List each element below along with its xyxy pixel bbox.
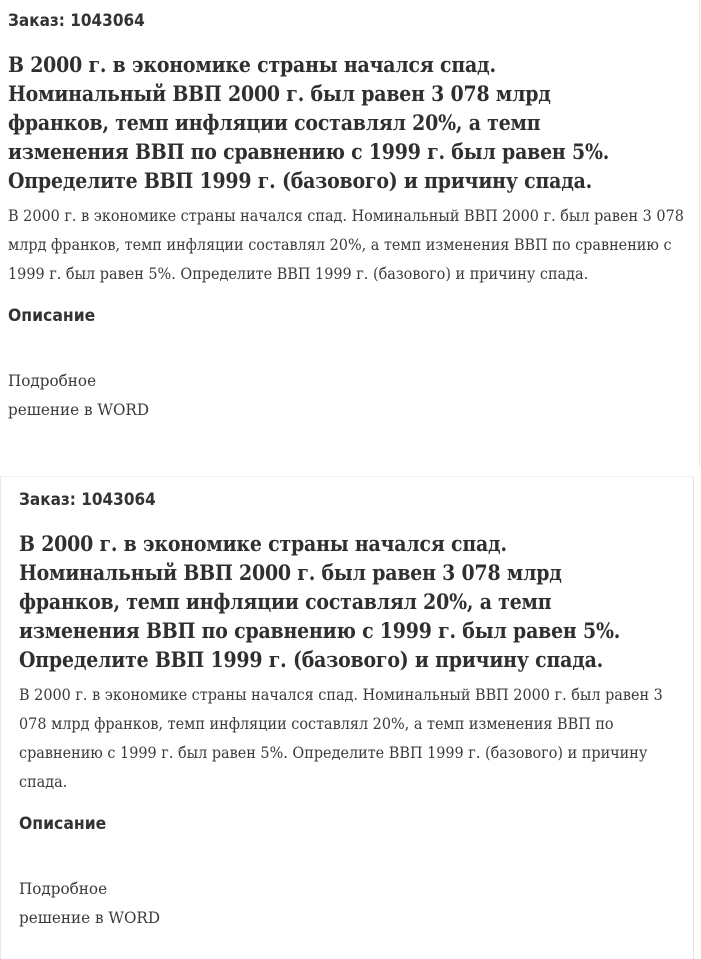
description-heading: Описание <box>8 306 96 326</box>
description-line-2: решение в WORD <box>8 400 150 419</box>
question-title: В 2000 г. в экономике страны начался спад. Номинальный ВВП 2000 г. был равен 3 078 млрд франков, темп инфляции составлял 20%, а темп изменения ВВП по сравнению с 1999 г. был равен 5%. Определите ВВП 1999 г. (базового) и причину спада. <box>19 531 621 672</box>
question-body: В 2000 г. в экономике страны начался спад. Номинальный ВВП 2000 г. был равен 3 078 млрд франков, темп инфляции составлял 20%, а темп изменения ВВП по сравнению с 1999 г. был равен 5%. Определите ВВП 1999 г. (базового) и причину спада. <box>19 685 663 791</box>
question-body: В 2000 г. в экономике страны начался спад. Номинальный ВВП 2000 г. был равен 3 078 млрд франков, темп инфляции составлял 20%, а темп изменения ВВП по сравнению с 1999 г. был равен 5%. Определите ВВП 1999 г. (базового) и причину спада. <box>8 206 684 283</box>
description-line-2: решение в WORD <box>19 908 161 927</box>
order-card-1 <box>0 0 700 466</box>
description-heading: Описание <box>19 814 107 834</box>
description-line-1: Подробное <box>8 371 97 390</box>
description-text <box>19 874 650 932</box>
order-card-2 <box>0 476 694 959</box>
order-label: Заказ: 1043064 <box>8 11 145 31</box>
question-title: В 2000 г. в экономике страны начался спад. Номинальный ВВП 2000 г. был равен 3 078 млрд франков, темп инфляции составлял 20%, а темп изменения ВВП по сравнению с 1999 г. был равен 5%. Определите ВВП 1999 г. (базового) и причину спада. <box>8 52 610 193</box>
description-line-1: Подробное <box>19 879 108 898</box>
description-text <box>8 366 657 424</box>
order-label: Заказ: 1043064 <box>19 490 156 510</box>
